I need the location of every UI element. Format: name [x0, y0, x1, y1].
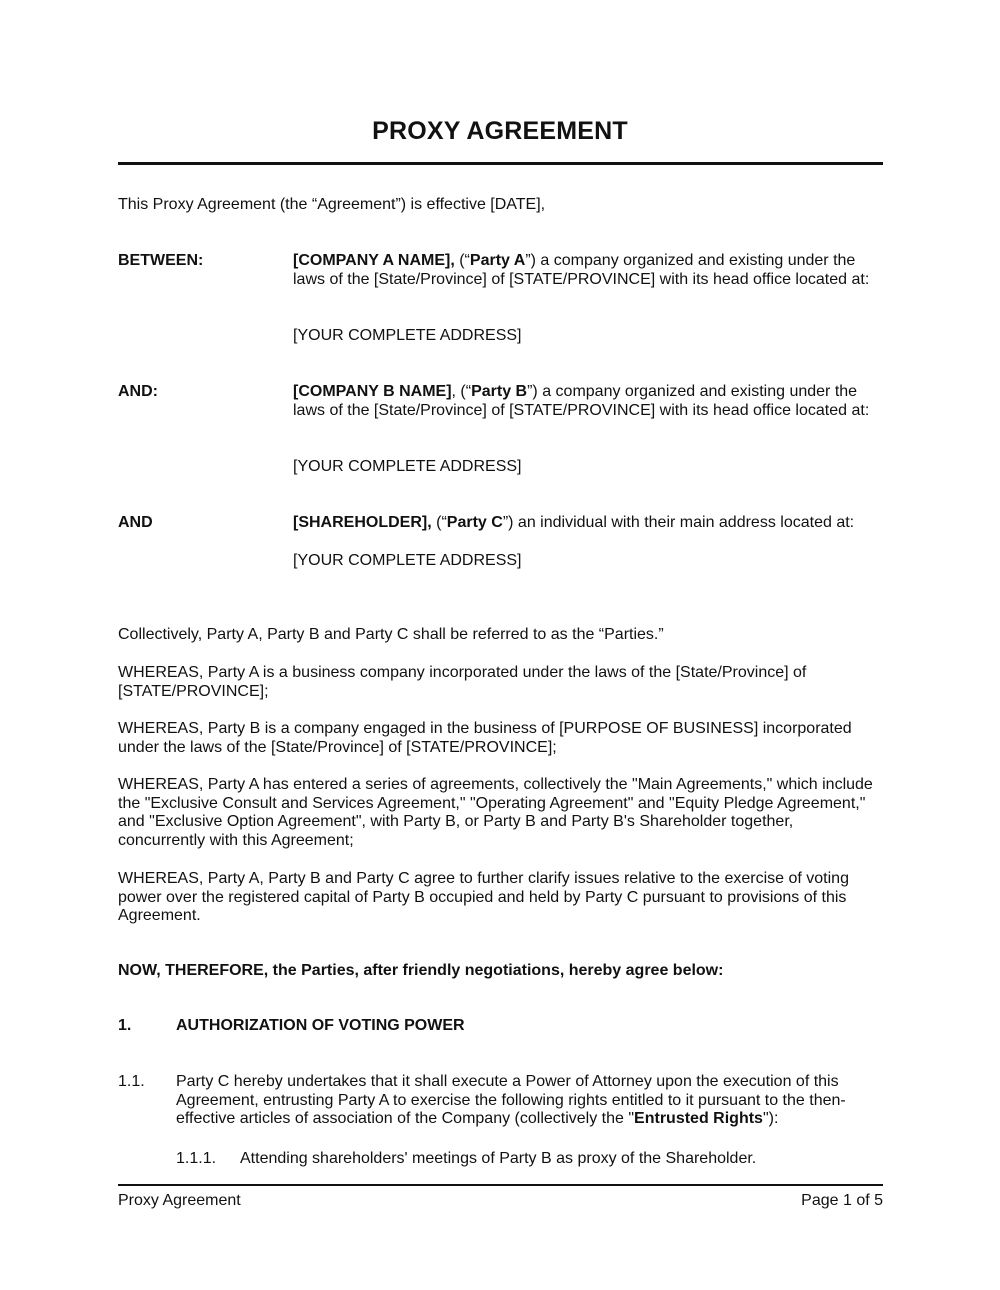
party-b-open: , (“	[451, 383, 472, 400]
whereas-paragraph: WHEREAS, Party A, Party B and Party C agree to further clarify issues relative to the exercise of voting power over the registered capital of Party B occupied and held by Party C pursuant to provisions of this Agreement.	[118, 870, 849, 925]
document-title: PROXY AGREEMENT	[372, 117, 628, 145]
party-a-label: BETWEEN:	[118, 252, 204, 269]
section-number: 1.	[118, 1017, 132, 1034]
party-a-description	[293, 252, 883, 289]
title-divider	[118, 162, 883, 165]
section-title: AUTHORIZATION OF VOTING POWER	[176, 1017, 465, 1034]
party-c-defined-term: Party C	[446, 514, 503, 531]
whereas-paragraph: WHEREAS, Party B is a company engaged in the business of [PURPOSE OF BUSINESS] incorporated under the laws of the [State/Province] of [STATE/PROVINCE];	[118, 720, 852, 756]
party-a-name: [COMPANY A NAME],	[293, 252, 455, 269]
party-c-open: (“	[431, 514, 447, 531]
party-b-defined-term: Party B	[471, 383, 528, 400]
party-c-label: AND	[118, 514, 153, 531]
clause-defined-term: Entrusted Rights	[634, 1110, 763, 1128]
party-c-details: an individual with their main address located at:	[513, 514, 855, 531]
party-a-close: ”)	[525, 252, 536, 269]
whereas-paragraph: WHEREAS, Party A has entered a series of agreements, collectively the "Main Agreements," which include the "Exclusive Consult and Services Agreement," "Operating Agreement" and "Equity Pledge Agreement," and "Exclusive Option Agreement", with Party B, or Party B and Party B's Shareholder together, concurrently with this Agreement;	[118, 776, 873, 849]
collectively-paragraph: Collectively, Party A, Party B and Party C shall be referred to as the “Parties.”	[118, 626, 664, 643]
party-a-details: a company organized and existing under the laws of the [State/Province] of [STATE/PROVINCE] with its head office located at:	[293, 252, 870, 288]
party-a-address: [YOUR COMPLETE ADDRESS]	[293, 327, 522, 344]
footer-page-number: Page 1 of 5	[801, 1192, 883, 1209]
footer-divider	[118, 1184, 883, 1186]
party-c-address: [YOUR COMPLETE ADDRESS]	[293, 552, 522, 569]
party-a-open: (“	[454, 252, 470, 269]
now-therefore-statement: NOW, THEREFORE, the Parties, after friendly negotiations, hereby agree below:	[118, 962, 724, 979]
subclause-number: 1.1.1.	[176, 1150, 217, 1167]
whereas-paragraph: WHEREAS, Party A is a business company incorporated under the laws of the [State/Province] of [STATE/PROVINCE];	[118, 664, 807, 700]
party-b-name: [COMPANY B NAME]	[293, 383, 452, 400]
clause-end: "):	[762, 1110, 779, 1128]
clause-text	[176, 1073, 883, 1129]
party-c-close: ”)	[502, 514, 514, 531]
subclause-text: Attending shareholders' meetings of Party B as proxy of the Shareholder.	[240, 1150, 757, 1167]
footer-document-name: Proxy Agreement	[118, 1192, 241, 1209]
party-b-description	[293, 383, 883, 420]
party-b-details: a company organized and existing under the laws of the [State/Province] of [STATE/PROVINCE] with its head office located at:	[293, 383, 870, 419]
clause-body: Party C hereby undertakes that it shall execute a Power of Attorney upon the execution of this Agreement, entrusting Party A to exercise the following rights entitled to it pursuant to the then-effective articles of association of the Company (collectively the "	[176, 1073, 846, 1128]
party-c-description	[293, 514, 883, 533]
party-b-address: [YOUR COMPLETE ADDRESS]	[293, 458, 522, 475]
intro-paragraph: This Proxy Agreement (the “Agreement”) is effective [DATE],	[118, 196, 546, 213]
party-b-close: ”)	[527, 383, 538, 400]
party-a-defined-term: Party A	[469, 252, 526, 269]
party-b-label: AND:	[118, 383, 158, 400]
party-c-name: [SHAREHOLDER],	[293, 514, 432, 531]
clause-number: 1.1.	[118, 1073, 145, 1090]
